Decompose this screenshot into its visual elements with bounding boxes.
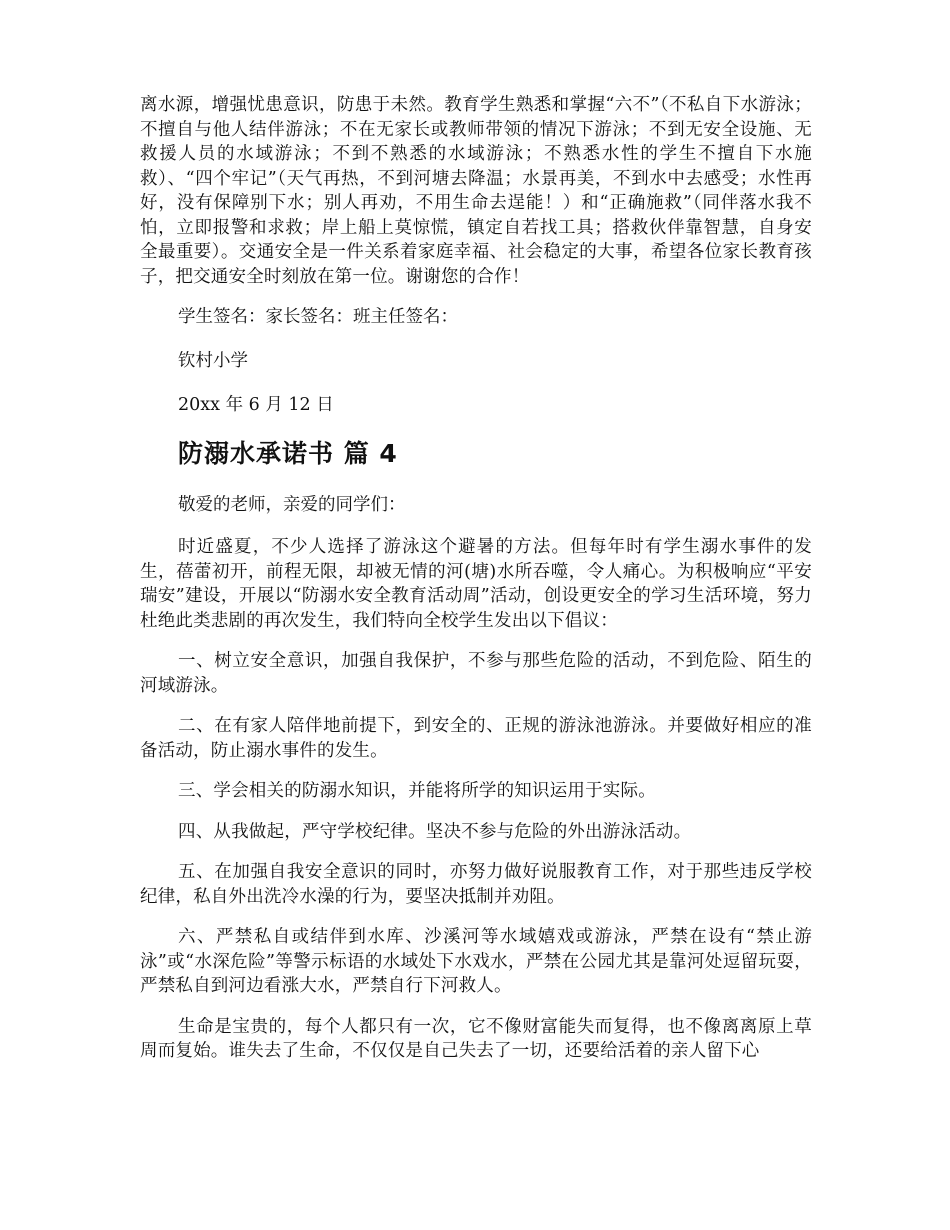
pledge-item: 五、在加强自我安全意识的同时，亦努力做好说服教育工作，对于那些违反学校纪律，私自外出洗冷水澡的行为，要坚决抵制并劝阻。 — [140, 862, 812, 907]
continuation-paragraph: 离水源，增强忧患意识，防患于未然。教育学生熟悉和掌握“六不”（不私自下水游泳；不擅自与他人结伴游泳；不在无家长或教师带领的情况下游泳；不到无安全设施、无救援人员的水域游泳；不到不熟悉的水域游泳；不熟悉水性的学生不擅自下水施救）、“四个牢记”（天气再热，不到河塘去降温；水景再美，不到水中去感受；水性再好，没有保障别下水；别人再劝，不用生命去逞能！）和“正确施救”（同伴落水我不怕，立即报警和求救；岸上船上莫惊慌，镇定自若找工具；搭救伙伴靠智慧，自身安全最重要）。交通安全是一件关系着家庭幸福、社会稳定的大事，希望各位家长教育孩子，把交通安全时刻放在第一位。谢谢您的合作！ — [140, 95, 812, 287]
pledge-item: 六、严禁私自或结伴到水库、沙溪河等水域嬉戏或游泳，严禁在设有“禁止游泳”或“水深危险”等警示标语的水域处下水戏水，严禁在公园尤其是靠河处逗留玩耍，严禁私自到河边看涨大水，严禁自行下河救人。 — [140, 927, 812, 996]
pledge-item: 三、学会相关的防溺水知识，并能将所学的知识运用于实际。 — [178, 781, 656, 801]
pledge-item: 一、树立安全意识，加强自我保护，不参与那些危险的活动，不到危险、陌生的河域游泳。 — [140, 651, 812, 696]
body-paragraph: 生命是宝贵的，每个人都只有一次，它不像财富能失而复得，也不像离离原上草周而复始。谁失去了生命，不仅仅是自己失去了一切，还要给活着的亲人留下心 — [140, 1016, 812, 1061]
pledge-item: 二、在有家人陪伴地前提下，到安全的、正规的游泳池游泳。并要做好相应的准备活动，防止溺水事件的发生。 — [140, 716, 812, 761]
body-paragraph: 时近盛夏，不少人选择了游泳这个避暑的方法。但每年时有学生溺水事件的发生，蓓蕾初开，前程无限，却被无情的河(塘)水所吞噬，令人痛心。为积极响应“平安瑞安”建设，开展以“防溺水安全教育活动周”活动，创设更安全的学习生活环境，努力杜绝此类悲剧的再次发生，我们特向全校学生发出以下倡议： — [140, 537, 812, 631]
greeting: 敬爱的老师，亲爱的同学们： — [178, 495, 406, 515]
school-name: 钦村小学 — [178, 351, 248, 371]
pledge-item: 四、从我做起，严守学校纪律。坚决不参与危险的外出游泳活动。 — [178, 821, 692, 842]
signature-line: 学生签名：家长签名：班主任签名： — [178, 307, 458, 327]
document-page — [140, 93, 812, 1080]
letter-date: 20xx 年 6 月 12 日 — [178, 395, 334, 415]
section-heading: 防溺水承诺书 篇 4 — [178, 439, 398, 468]
